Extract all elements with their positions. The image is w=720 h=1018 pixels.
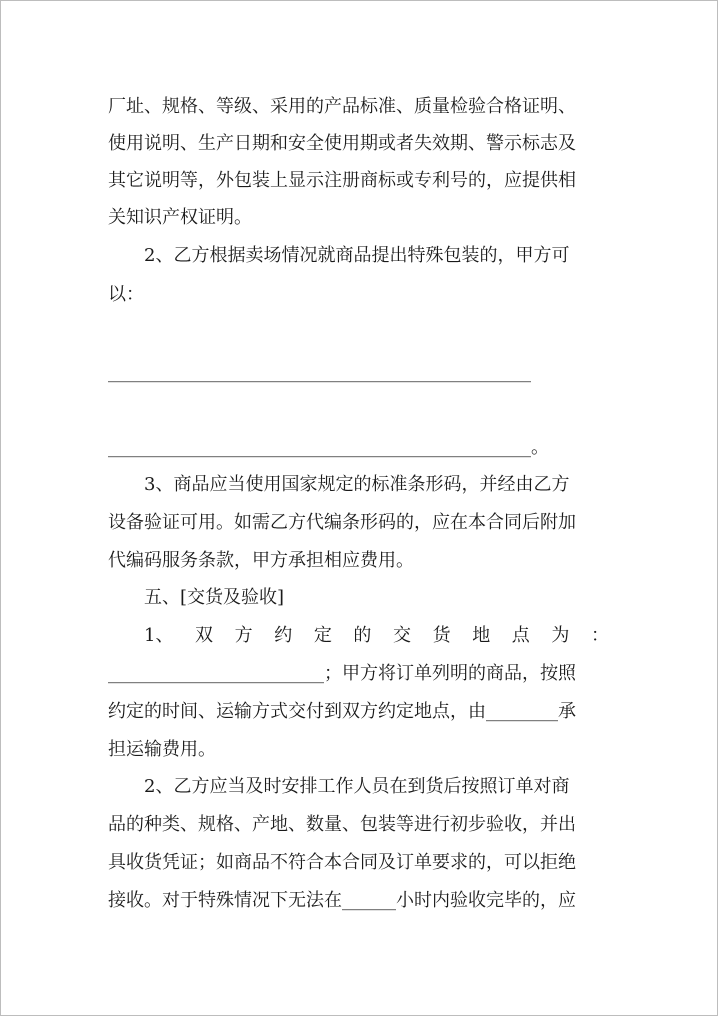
- spaced-char: 货: [432, 625, 451, 646]
- spaced-char: 双: [195, 625, 214, 646]
- spaced-char: 点: [511, 625, 530, 646]
- text-line: 其它说明等，外包装上显示注册商标或专利号的，应提供相: [108, 170, 576, 191]
- text-line: 使用说明、生产日期和安全使用期或者失效期、警示标志及: [108, 133, 576, 154]
- spaced-char: 为: [551, 625, 570, 646]
- text-line: 代编码服务条款，甲方承担相应费用。: [108, 550, 414, 571]
- spaced-char: 定: [313, 625, 332, 646]
- spaced-char: 地: [472, 625, 491, 646]
- text-line: 接收。对于特殊情况下无法在______小时内验收完毕的，应: [108, 890, 576, 911]
- text-line: ________________________；甲方将订单列明的商品，按照: [108, 663, 576, 684]
- spaced-text-line: [144, 624, 609, 648]
- text-line: 品的种类、规格、产地、数量、包装等进行初步验收，并出: [108, 814, 576, 835]
- spaced-char: 1、: [144, 625, 174, 646]
- section-heading: 五、[交货及验收]: [144, 587, 285, 608]
- text-line: 担运输费用。: [108, 739, 216, 760]
- spaced-char: 交: [393, 625, 412, 646]
- blank-fill-line: _______________________________________________。: [108, 437, 549, 458]
- text-line: 3、商品应当使用国家规定的标准条形码，并经由乙方: [144, 474, 570, 495]
- spaced-char: ：: [590, 625, 609, 646]
- spaced-char: 方: [234, 625, 253, 646]
- text-line: 厂址、规格、等级、采用的产品标准、质量检验合格证明、: [108, 96, 576, 117]
- text-line: 设备验证可用。如需乙方代编条形码的，应在本合同后附加: [108, 512, 576, 533]
- text-line: 2、乙方根据卖场情况就商品提出特殊包装的，甲方可: [144, 245, 570, 266]
- blank-fill-line: _______________________________________________: [108, 362, 531, 383]
- spaced-char: 约: [274, 625, 293, 646]
- text-line: 2、乙方应当及时安排工作人员在到货后按照订单对商: [144, 776, 570, 797]
- spaced-char: 的: [353, 625, 372, 646]
- text-line: 具收货凭证；如商品不符合本合同及订单要求的，可以拒绝: [108, 852, 576, 873]
- text-line: 关知识产权证明。: [108, 207, 252, 228]
- text-line: 约定的时间、运输方式交付到双方约定地点，由________承: [108, 701, 576, 722]
- text-line: 以：: [108, 284, 144, 305]
